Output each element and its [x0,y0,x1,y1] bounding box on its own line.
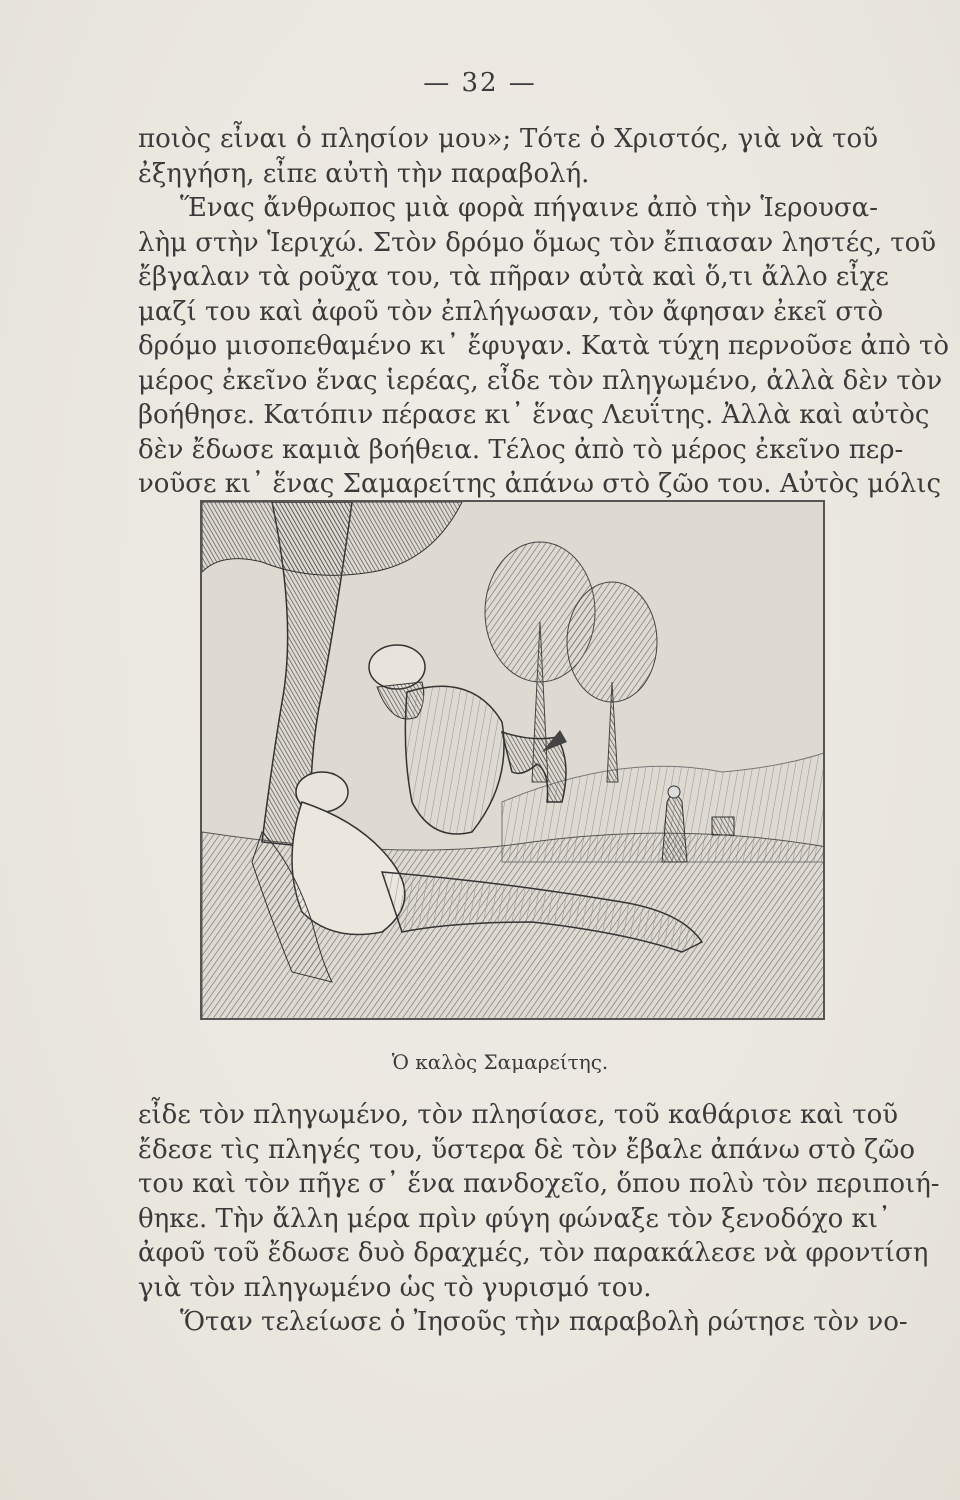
text-line: γιὰ τὸν πληγωμένο ὡς τὸ γυρισμό του. [138,1272,652,1303]
text-line: δὲν ἔδωσε καμιὰ βοήθεια. Τέλος ἀπὸ τὸ μέρος ἐκεῖνο περ- [138,434,904,465]
text-line: εἶδε τὸν πληγωμένο, τὸν πλησίασε, τοῦ καθάρισε καὶ τοῦ [138,1100,899,1130]
text-line: δρόμο μισοπεθαμένο κι᾿ ἔφυγαν. Κατὰ τύχη περνοῦσε ἀπὸ τὸ [138,331,950,361]
illustration-caption: Ὁ καλὸς Σαμαρείτης. [391,1050,609,1074]
text-line: νοῦσε κι᾿ ἕνας Σαμαρείτης ἀπάνω στὸ ζῶο του. Αὐτὸς μόλις [138,469,942,499]
paragraph-bottom [138,1098,940,1340]
text-line: βοήθησε. Κατόπιν πέρασε κι᾿ ἕνας Λευΐτης. Ἀλλὰ καὶ αὐτὸς [138,400,930,430]
text-line: ἔβγαλαν τὰ ροῦχα του, τὰ πῆραν αὐτὰ καὶ ὅ,τι ἄλλο εἶχε [138,262,889,292]
engraving-drawing [202,502,825,1020]
text-line: ἀφοῦ τοῦ ἔδωσε δυὸ δραχμές, τὸν παρακάλεσε νὰ φροντίση [138,1238,929,1268]
text-line: Ἕνας ἄνθρωπος μιὰ φορὰ πήγαινε ἀπὸ τὴν Ἱερουσα- [180,193,878,223]
text-line: θηκε. Τὴν ἄλλη μέρα πρὶν φύγη φώναξε τὸν ξενοδόχο κι᾿ [138,1203,891,1234]
paragraph-top [138,122,950,502]
text-line: λὴμ στὴν Ἱεριχώ. Στὸν δρόμο ὅμως τὸν ἔπιασαν ληστές, τοῦ [138,227,937,258]
good-samaritan-engraving [200,500,825,1020]
page-number: — 32 — [423,68,537,98]
text-line: μαζί του καὶ ἀφοῦ τὸν ἐπλήγωσαν, τὸν ἄφησαν ἐκεῖ στὸ [138,296,884,327]
text-line: μέρος ἐκεῖνο ἕνας ἱερέας, εἶδε τὸν πληγωμένο, ἀλλὰ δὲν τὸν [138,365,943,396]
text-line: ἔδεσε τὶς πληγές του, ὕστερα δὲ τὸν ἔβαλε ἀπάνω στὸ ζῶο [138,1134,916,1165]
text-line: Ὅταν τελείωσε ὁ Ἰησοῦς τὴν παραβολὴ ρώτησε τὸν νο- [180,1307,908,1337]
text-line: ἐξηγήση, εἶπε αὐτὴ τὴν παραβολή. [138,158,590,189]
text-line: ποιὸς εἶναι ὁ πλησίον μου»; Τότε ὁ Χριστός, γιὰ νὰ τοῦ [138,124,878,154]
text-line: του καὶ τὸν πῆγε σ᾿ ἕνα πανδοχεῖο, ὅπου πολὺ τὸν περιποιή- [138,1169,940,1199]
